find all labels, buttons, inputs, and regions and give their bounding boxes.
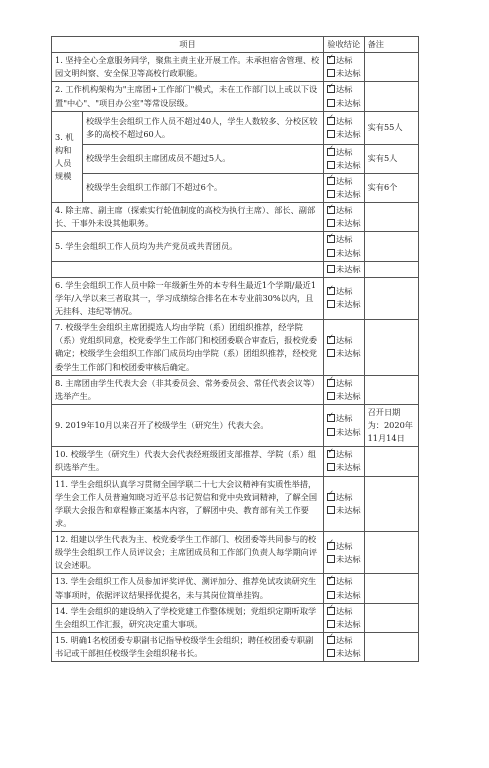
pass-label: 达标 — [336, 55, 353, 66]
note-cell — [364, 232, 418, 261]
pass-label: 达标 — [336, 540, 353, 551]
checkbox-icon — [327, 69, 335, 77]
checkbox-icon — [327, 219, 335, 227]
result-cell — [324, 574, 365, 603]
checkbox-icon — [327, 249, 335, 257]
fail-label: 未达标 — [336, 218, 361, 229]
checked-box-icon — [327, 85, 335, 93]
note-cell — [364, 574, 418, 603]
table-row — [52, 603, 419, 632]
note-cell — [364, 375, 418, 404]
fail-label: 未达标 — [336, 189, 361, 199]
note-cell: 召开日期为：2020年11月14日 — [364, 404, 418, 446]
checkbox-icon — [327, 649, 335, 657]
result-cell — [324, 277, 365, 319]
checked-box-icon — [327, 542, 335, 550]
fail-label: 未达标 — [336, 553, 361, 564]
table-row — [52, 404, 419, 446]
checked-box-icon — [327, 56, 335, 64]
item-text: 11. 学生会组织认真学习贯彻全国学联二十七大会议精神有实质性举措，学生会工作人员普遍知晓习近平总书记贺信和党中央致词精神，了解全国学联大会报告和章程修正案基本内容，了解团中央、教育部有关工作要求。 — [52, 476, 324, 532]
fail-label: 未达标 — [336, 68, 361, 79]
item-text: 7. 校级学生会组织主席团提选人均由学院（系）团组织推荐，经学院（系）党组织同意，校党委学生工作部门和校团委联合审查后，报校党委确定；校级学生会组织工作部门成员均由学院（系）团组织推荐，经校党委学生工作部门和校团委审核后确定。 — [52, 320, 324, 376]
fail-label: 未达标 — [336, 299, 361, 310]
pass-label: 达标 — [336, 115, 353, 126]
pass-label: 达标 — [336, 605, 353, 616]
pass-label: 达标 — [336, 576, 353, 587]
checkbox-icon — [327, 506, 335, 514]
fail-label: 未达标 — [336, 348, 361, 359]
pass-label: 达标 — [336, 335, 353, 346]
table-header-row — [52, 37, 419, 53]
pass-label: 达标 — [336, 234, 353, 245]
table-row — [52, 574, 419, 603]
fail-label: 未达标 — [336, 648, 361, 658]
checkbox-icon — [327, 300, 335, 308]
fail-label: 未达标 — [336, 589, 361, 600]
checkbox-icon — [327, 428, 335, 436]
table-row — [52, 232, 419, 261]
result-cell — [324, 261, 365, 277]
checked-box-icon — [327, 206, 335, 214]
note-cell — [364, 320, 418, 376]
checkbox-icon — [327, 190, 335, 198]
checkbox-icon — [327, 555, 335, 563]
header-result: 验收结论 — [324, 37, 365, 53]
table-row — [52, 476, 419, 532]
item-text: 8. 主席团由学生代表大会（非其委员会、常务委员会、常任代表会议等）选举产生。 — [52, 375, 324, 404]
category-label: 3. 机构和人员规模 — [52, 111, 83, 203]
pass-label: 达标 — [336, 377, 353, 388]
table-row — [52, 375, 419, 404]
note-cell — [364, 532, 418, 574]
fail-label: 未达标 — [336, 618, 361, 629]
item-text: 6. 学生会组织工作人员中除一年级新生外的本专科生最近1个学期/最近1学年/入学以来三者取其一，学习成绩综合排名在本专业前30%以内，且无挂科、违纪等情况。 — [52, 277, 324, 319]
checkbox-icon — [327, 463, 335, 471]
fail-label: 未达标 — [336, 159, 361, 170]
checked-box-icon — [327, 379, 335, 387]
fail-label: 未达标 — [336, 247, 361, 258]
table-row — [52, 82, 419, 111]
item-text: 5. 学生会组织工作人员均为共产党员或共青团员。 — [52, 232, 324, 261]
pass-label: 达标 — [336, 634, 353, 645]
note-cell — [364, 82, 418, 111]
pass-label: 达标 — [336, 146, 353, 157]
table-row — [52, 53, 419, 82]
checkbox-icon — [327, 99, 335, 107]
checked-box-icon — [327, 287, 335, 295]
table-row — [52, 203, 419, 232]
table-row — [52, 632, 419, 661]
checked-box-icon — [327, 493, 335, 501]
result-cell — [324, 476, 365, 532]
checked-box-icon — [327, 117, 335, 125]
checked-box-icon — [327, 148, 335, 156]
fail-label: 未达标 — [336, 97, 361, 108]
item-text: 15. 明确1名校团委专职副书记指导校级学生会组织；聘任校团委专职副书记或干部担任校级学生会组织秘书长。 — [52, 632, 324, 661]
table-row — [52, 447, 419, 476]
item-text: 2. 工作机构架构为"主席团+工作部门"模式，未在工作部门以上或以下设置"中心"、"项目办公室"等常设层级。 — [52, 82, 324, 111]
note-cell: 实有6个 — [364, 173, 418, 202]
table-row — [52, 144, 419, 173]
pass-label: 达标 — [336, 491, 353, 502]
fail-label: 未达标 — [336, 426, 361, 437]
checked-box-icon — [327, 450, 335, 458]
note-cell: 实有55人 — [364, 111, 418, 144]
checked-box-icon — [327, 577, 335, 585]
result-cell — [324, 144, 365, 173]
pass-label: 达标 — [336, 449, 353, 460]
fail-label: 未达标 — [336, 128, 361, 139]
result-cell — [324, 173, 365, 202]
checked-box-icon — [327, 636, 335, 644]
table-row — [52, 320, 419, 376]
checkbox-icon — [327, 265, 335, 273]
result-cell — [324, 232, 365, 261]
item-text: 4. 除主席、副主席（探索实行轮值制度的高校为执行主席）、部长、副部长、干事外未设其他职务。 — [52, 203, 324, 232]
note-cell — [364, 632, 418, 661]
item-text: 14. 学生会组织的建设纳入了学校党建工作整体规划；党组织定期听取学生会组织工作汇报，研究决定重大事项。 — [52, 603, 324, 632]
checkbox-icon — [327, 349, 335, 357]
result-cell — [324, 111, 365, 144]
fail-label: 未达标 — [336, 390, 361, 401]
checked-box-icon — [327, 607, 335, 615]
note-cell — [364, 603, 418, 632]
result-cell — [324, 375, 365, 404]
fail-label: 未达标 — [336, 462, 361, 473]
checked-box-icon — [327, 235, 335, 243]
item-text: 12. 组建以学生代表为主、校党委学生工作部门、校团委等共同参与的校级学生会组织工作人员评议会；主席团成员和工作部门负责人每学期向评议会述职。 — [52, 532, 324, 574]
checkbox-icon — [327, 620, 335, 628]
result-cell — [324, 53, 365, 82]
header-item: 项目 — [52, 37, 324, 53]
item-text: 1. 坚持全心全意服务同学，聚焦主责主业开展工作。未承担宿舍管理、校园文明纠察、安全保卫等高校行政职能。 — [52, 53, 324, 82]
note-cell — [364, 447, 418, 476]
result-cell — [324, 532, 365, 574]
result-cell — [324, 82, 365, 111]
pass-label: 达标 — [336, 205, 353, 216]
acceptance-table — [51, 36, 419, 662]
pass-label: 达标 — [336, 286, 353, 297]
result-cell — [324, 632, 365, 661]
item-text: 校级学生会组织工作部门不超过6个。 — [83, 173, 324, 202]
table-row — [52, 111, 419, 144]
checkbox-icon — [327, 392, 335, 400]
checkbox-icon — [327, 130, 335, 138]
table-row — [52, 173, 419, 202]
fail-label: 未达标 — [336, 504, 361, 515]
checkbox-icon — [327, 161, 335, 169]
note-cell — [364, 277, 418, 319]
table-row — [52, 277, 419, 319]
checkbox-icon — [327, 591, 335, 599]
pass-label: 达标 — [336, 413, 353, 424]
result-cell — [324, 203, 365, 232]
page-break-row — [52, 261, 419, 277]
note-cell — [364, 203, 418, 232]
item-text: 13. 学生会组织工作人员参加评奖评优、测评加分、推荐免试攻读研究生等事项时，依据评议结果择优提名，未与其岗位简单挂钩。 — [52, 574, 324, 603]
pass-label: 达标 — [336, 175, 353, 186]
item-text: 校级学生会组织主席团成员不超过5人。 — [83, 144, 324, 173]
item-text: 9. 2019年10月以来召开了校级学生（研究生）代表大会。 — [52, 404, 324, 446]
note-cell: 实有5人 — [364, 144, 418, 173]
item-text: 校级学生会组织工作人员不超过40人，学生人数较多、分校区较多的高校不超过60人。 — [83, 111, 324, 144]
checked-box-icon — [327, 177, 335, 185]
header-note: 备注 — [364, 37, 418, 53]
table-row — [52, 532, 419, 574]
result-cell — [324, 603, 365, 632]
item-text: 10. 校级学生（研究生）代表大会代表经班级团支部推荐、学院（系）组织选举产生。 — [52, 447, 324, 476]
result-cell — [324, 404, 365, 446]
checked-box-icon — [327, 414, 335, 422]
note-cell — [364, 476, 418, 532]
note-cell — [364, 53, 418, 82]
result-cell — [324, 447, 365, 476]
checked-box-icon — [327, 336, 335, 344]
result-cell — [324, 320, 365, 376]
fail-label: 未达标 — [336, 263, 361, 274]
pass-label: 达标 — [336, 84, 353, 95]
